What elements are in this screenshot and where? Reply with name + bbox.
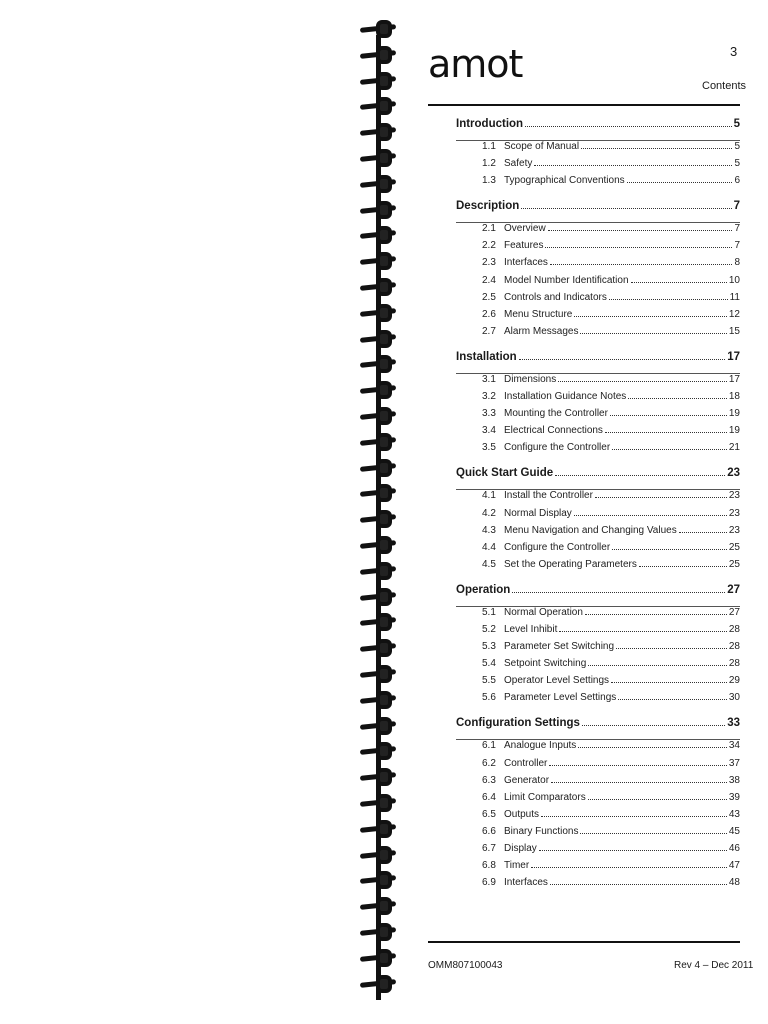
- dot-leader: [639, 566, 727, 567]
- toc-section-page: 37: [728, 757, 740, 769]
- toc-section-page: 29: [728, 675, 740, 687]
- toc-section-page: 7: [734, 223, 740, 235]
- toc-chapter-page: 7: [733, 200, 740, 213]
- toc-section-page: 39: [728, 791, 740, 803]
- toc-section-title: Install the Controller: [504, 490, 593, 502]
- dot-leader: [605, 432, 727, 433]
- toc-chapter-page: 27: [727, 583, 740, 596]
- dot-leader: [525, 126, 732, 127]
- binding-coil: [358, 226, 404, 244]
- binding-coil: [358, 175, 404, 193]
- toc-section-title: Interfaces: [504, 877, 548, 889]
- dot-leader: [545, 247, 732, 248]
- toc-section-page: 45: [728, 825, 740, 837]
- toc-chapter-entry[interactable]: [456, 584, 740, 601]
- toc-section-title: Electrical Connections: [504, 425, 603, 437]
- dot-leader: [512, 592, 725, 593]
- dot-leader: [541, 816, 727, 817]
- dot-leader: [534, 165, 732, 166]
- binding-coil: [358, 871, 404, 889]
- toc-section-title: Alarm Messages: [504, 325, 579, 337]
- toc-section-number: 2.7: [482, 325, 496, 337]
- toc-section-number: 5.5: [482, 675, 496, 687]
- toc-section-page: 30: [728, 692, 740, 704]
- dot-leader: [574, 515, 727, 516]
- binding-coil: [358, 820, 404, 838]
- toc-section-title: Normal Operation: [504, 606, 583, 618]
- toc-section-title: Dimensions: [504, 373, 557, 385]
- toc-chapter-title: Description: [456, 200, 520, 213]
- toc-section-entry[interactable]: [456, 141, 740, 158]
- toc-section-number: 6.6: [482, 825, 496, 837]
- binding-coil: [358, 613, 404, 631]
- toc-section-entry[interactable]: [456, 843, 740, 860]
- toc-chapter-entry[interactable]: [456, 118, 740, 135]
- toc-section-title: Model Number Identification: [504, 274, 629, 286]
- toc-section-number: 6.3: [482, 774, 496, 786]
- toc-section-entry[interactable]: [456, 740, 740, 757]
- toc-section-page: 5: [734, 141, 740, 152]
- toc-section-entry[interactable]: [456, 257, 740, 274]
- toc-section-entry[interactable]: [456, 442, 740, 459]
- toc-section-title: Parameter Set Switching: [504, 641, 615, 653]
- spiral-binding: [358, 20, 408, 1010]
- toc-section-page: 6: [734, 175, 740, 187]
- toc-section-title: Overview: [504, 223, 546, 235]
- dot-leader: [574, 316, 727, 317]
- dot-leader: [531, 867, 727, 868]
- toc-chapter-block: [456, 467, 740, 575]
- toc-section-number: 3.5: [482, 442, 496, 454]
- toc-section-entry[interactable]: [456, 641, 740, 658]
- toc-section-entry[interactable]: [456, 408, 740, 425]
- binding-coil: [358, 123, 404, 141]
- toc-section-number: 4.3: [482, 524, 496, 536]
- toc-section-title: Typographical Conventions: [504, 175, 625, 187]
- toc-chapter-page: 33: [727, 717, 740, 730]
- dot-leader: [588, 665, 727, 666]
- toc-section-page: 5: [734, 158, 740, 170]
- dot-leader: [595, 497, 727, 498]
- page-number: 3: [730, 44, 738, 59]
- toc-section-number: 3.3: [482, 408, 496, 420]
- dot-leader: [627, 182, 733, 183]
- dot-leader: [555, 475, 725, 476]
- toc-chapter-entry[interactable]: [456, 717, 740, 734]
- dot-leader: [548, 230, 733, 231]
- document-code: OMM807100043: [428, 960, 503, 971]
- binding-coil: [358, 149, 404, 167]
- toc-section-number: 6.1: [482, 740, 496, 752]
- toc-section-entry[interactable]: [456, 559, 740, 576]
- toc-section-number: 2.3: [482, 257, 496, 269]
- toc-section-number: 6.9: [482, 877, 496, 889]
- binding-coil: [358, 975, 404, 993]
- toc-section-title: Level Inhibit: [504, 623, 558, 635]
- binding-coil: [358, 742, 404, 760]
- toc-section-number: 3.2: [482, 391, 496, 403]
- dot-leader: [550, 264, 733, 265]
- toc-section-title: Display: [504, 843, 537, 854]
- toc-section-title: Menu Structure: [504, 308, 573, 320]
- brand-logo: amot: [428, 42, 523, 86]
- toc-section-entry[interactable]: [456, 826, 740, 843]
- toc-section-number: 5.3: [482, 641, 496, 653]
- toc-section-entry[interactable]: [456, 877, 740, 894]
- toc-section-number: 1.1: [482, 141, 496, 152]
- toc-section-page: 8: [734, 257, 740, 269]
- toc-section-title: Set the Operating Parameters: [504, 558, 637, 570]
- binding-coil: [358, 794, 404, 812]
- toc-section-page: 17: [728, 373, 740, 385]
- dot-leader: [558, 381, 727, 382]
- toc-section-page: 47: [728, 860, 740, 872]
- table-of-contents: [456, 118, 740, 902]
- toc-section-entry[interactable]: [456, 758, 740, 775]
- binding-coil: [358, 846, 404, 864]
- toc-section-entry[interactable]: [456, 675, 740, 692]
- binding-coil: [358, 72, 404, 90]
- toc-section-title: Setpoint Switching: [504, 658, 587, 670]
- toc-section-number: 5.2: [482, 623, 496, 635]
- toc-section-page: 25: [728, 558, 740, 570]
- toc-chapter-block: [456, 200, 740, 343]
- toc-section-page: 28: [728, 641, 740, 653]
- toc-section-entry[interactable]: [456, 792, 740, 809]
- toc-section-number: 6.7: [482, 843, 496, 854]
- dot-leader: [550, 884, 727, 885]
- dot-leader: [580, 833, 726, 834]
- toc-section-entry[interactable]: [456, 309, 740, 326]
- toc-section-number: 3.4: [482, 425, 496, 437]
- toc-section-entry[interactable]: [456, 508, 740, 525]
- dot-leader: [618, 699, 727, 700]
- binding-coil: [358, 897, 404, 915]
- toc-section-page: 34: [728, 740, 740, 752]
- toc-section-entry[interactable]: [456, 658, 740, 675]
- dot-leader: [628, 398, 727, 399]
- dot-leader: [578, 747, 727, 748]
- toc-section-title: Safety: [504, 158, 533, 170]
- toc-section-title: Menu Navigation and Changing Values: [504, 524, 677, 536]
- toc-section-entry[interactable]: [456, 425, 740, 442]
- toc-section-title: Operator Level Settings: [504, 675, 610, 687]
- toc-section-entry[interactable]: [456, 374, 740, 391]
- toc-section-number: 6.2: [482, 757, 496, 769]
- toc-section-entry[interactable]: [456, 175, 740, 192]
- toc-chapter-page: 23: [727, 467, 740, 480]
- binding-coil: [358, 949, 404, 967]
- toc-chapter-title: Quick Start Guide: [456, 467, 554, 480]
- binding-coil: [358, 20, 404, 38]
- toc-section-page: 15: [728, 325, 740, 337]
- binding-coil: [358, 691, 404, 709]
- toc-section-entry[interactable]: [456, 158, 740, 175]
- toc-section-page: 23: [728, 524, 740, 536]
- dot-leader: [679, 532, 727, 533]
- dot-leader: [585, 614, 727, 615]
- toc-section-entry[interactable]: [456, 326, 740, 343]
- toc-section-page: 46: [728, 843, 740, 854]
- toc-section-number: 2.1: [482, 223, 496, 235]
- binding-coil: [358, 484, 404, 502]
- running-head: Contents: [702, 80, 747, 92]
- toc-chapter-page: 17: [727, 350, 740, 363]
- toc-section-entry[interactable]: [456, 223, 740, 240]
- dot-leader: [611, 682, 727, 683]
- toc-section-page: 23: [728, 490, 740, 502]
- toc-section-page: 18: [728, 391, 740, 403]
- binding-coil: [358, 278, 404, 296]
- toc-section-number: 6.4: [482, 791, 496, 803]
- revision-label: Rev 4 – Dec 2011: [674, 960, 754, 971]
- toc-chapter-title: Installation: [456, 350, 517, 363]
- dot-leader: [539, 850, 727, 851]
- toc-chapter-entry[interactable]: [456, 351, 740, 368]
- toc-section-page: 38: [728, 774, 740, 786]
- dot-leader: [582, 725, 725, 726]
- toc-section-page: 48: [728, 877, 740, 889]
- toc-section-page: 23: [728, 507, 740, 519]
- toc-section-entry[interactable]: [456, 809, 740, 826]
- toc-section-number: 2.4: [482, 274, 496, 286]
- dot-leader: [609, 299, 728, 300]
- dot-leader: [559, 631, 727, 632]
- binding-coil: [358, 381, 404, 399]
- toc-section-title: Interfaces: [504, 257, 548, 269]
- toc-section-entry[interactable]: [456, 525, 740, 542]
- toc-chapter-title: Configuration Settings: [456, 717, 580, 730]
- binding-coil: [358, 459, 404, 477]
- toc-chapter-block: [456, 717, 740, 894]
- binding-coil: [358, 252, 404, 270]
- toc-chapter-title: Operation: [456, 583, 511, 596]
- toc-section-entry[interactable]: [456, 542, 740, 559]
- dot-leader: [549, 765, 727, 766]
- toc-section-number: 4.2: [482, 507, 496, 519]
- binding-coil: [358, 97, 404, 115]
- toc-section-entry[interactable]: [456, 391, 740, 408]
- toc-section-title: Configure the Controller: [504, 541, 611, 553]
- binding-coil: [358, 665, 404, 683]
- toc-section-title: Binary Functions: [504, 825, 579, 837]
- header-rule: [428, 104, 740, 106]
- dot-leader: [580, 333, 726, 334]
- toc-chapter-page: 5: [733, 118, 740, 130]
- toc-section-title: Controls and Indicators: [504, 291, 607, 303]
- binding-coil: [358, 46, 404, 64]
- toc-section-title: Timer: [504, 860, 530, 872]
- toc-section-title: Controller: [504, 757, 548, 769]
- dot-leader: [631, 282, 727, 283]
- toc-section-title: Outputs: [504, 808, 540, 820]
- toc-section-entry[interactable]: [456, 240, 740, 257]
- binding-coil: [358, 510, 404, 528]
- toc-chapter-block: [456, 118, 740, 192]
- toc-section-entry[interactable]: [456, 490, 740, 507]
- binding-coil: [358, 330, 404, 348]
- toc-section-title: Installation Guidance Notes: [504, 391, 627, 403]
- binding-coil: [358, 407, 404, 425]
- toc-section-entry[interactable]: [456, 775, 740, 792]
- toc-section-page: 43: [728, 808, 740, 820]
- toc-section-number: 5.4: [482, 658, 496, 670]
- toc-chapter-block: [456, 351, 740, 459]
- toc-chapter-title: Introduction: [456, 118, 524, 130]
- dot-leader: [616, 648, 727, 649]
- toc-section-page: 21: [728, 442, 740, 454]
- toc-section-page: 12: [728, 308, 740, 320]
- binding-coil: [358, 768, 404, 786]
- toc-section-page: 10: [728, 274, 740, 286]
- toc-section-page: 27: [728, 606, 740, 618]
- toc-section-title: Normal Display: [504, 507, 572, 519]
- toc-section-number: 2.6: [482, 308, 496, 320]
- toc-section-number: 3.1: [482, 373, 496, 385]
- toc-section-entry[interactable]: [456, 275, 740, 292]
- dot-leader: [581, 148, 732, 149]
- toc-section-number: 4.5: [482, 558, 496, 570]
- toc-section-title: Parameter Level Settings: [504, 692, 617, 704]
- toc-section-title: Limit Comparators: [504, 791, 586, 803]
- toc-section-entry[interactable]: [456, 607, 740, 624]
- footer-rule: [428, 941, 740, 943]
- toc-section-page: 28: [728, 623, 740, 635]
- toc-section-number: 1.3: [482, 175, 496, 187]
- toc-section-page: 25: [728, 541, 740, 553]
- dot-leader: [588, 799, 727, 800]
- toc-section-entry[interactable]: [456, 292, 740, 309]
- binding-coil: [358, 717, 404, 735]
- toc-section-number: 1.2: [482, 158, 496, 170]
- binding-coil: [358, 588, 404, 606]
- toc-section-number: 6.8: [482, 860, 496, 872]
- dot-leader: [610, 415, 727, 416]
- toc-chapter-entry[interactable]: [456, 200, 740, 217]
- binding-coil: [358, 536, 404, 554]
- toc-section-title: Features: [504, 240, 544, 252]
- binding-coil: [358, 355, 404, 373]
- toc-section-page: 19: [728, 408, 740, 420]
- binding-coil: [358, 639, 404, 657]
- toc-section-number: 5.1: [482, 606, 496, 618]
- toc-section-page: 19: [728, 425, 740, 437]
- toc-chapter-entry[interactable]: [456, 467, 740, 484]
- toc-section-title: Mounting the Controller: [504, 408, 608, 420]
- toc-section-entry[interactable]: [456, 860, 740, 877]
- toc-section-page: 28: [728, 658, 740, 670]
- dot-leader: [612, 449, 727, 450]
- toc-section-entry[interactable]: [456, 692, 740, 709]
- toc-section-number: 4.4: [482, 541, 496, 553]
- binding-coil: [358, 201, 404, 219]
- toc-section-number: 6.5: [482, 808, 496, 820]
- dot-leader: [521, 208, 731, 209]
- dot-leader: [612, 549, 727, 550]
- dot-leader: [551, 782, 727, 783]
- toc-section-page: 11: [729, 291, 740, 303]
- toc-section-number: 2.5: [482, 291, 496, 303]
- toc-section-number: 4.1: [482, 490, 496, 502]
- toc-section-title: Analogue Inputs: [504, 740, 577, 752]
- toc-section-number: 2.2: [482, 240, 496, 252]
- toc-chapter-block: [456, 584, 740, 710]
- binding-coil: [358, 923, 404, 941]
- toc-section-title: Configure the Controller: [504, 442, 611, 454]
- toc-section-title: Scope of Manual: [504, 141, 580, 152]
- toc-section-title: Generator: [504, 774, 550, 786]
- toc-section-entry[interactable]: [456, 624, 740, 641]
- binding-coil: [358, 304, 404, 322]
- toc-section-number: 5.6: [482, 692, 496, 704]
- binding-coil: [358, 562, 404, 580]
- binding-coil: [358, 433, 404, 451]
- toc-section-page: 7: [734, 240, 740, 252]
- dot-leader: [519, 359, 726, 360]
